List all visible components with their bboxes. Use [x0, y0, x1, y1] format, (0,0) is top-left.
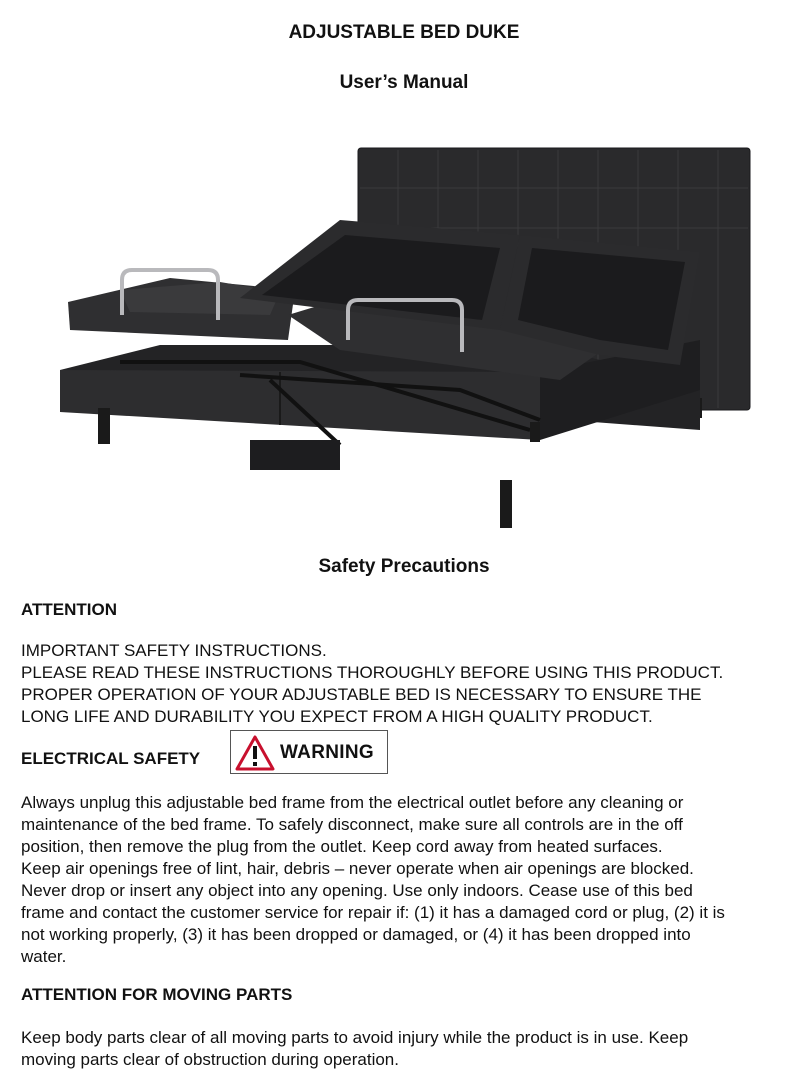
text-line: position, then remove the plug from the outlet. Keep cord away from heated surfaces.	[21, 837, 663, 856]
moving-parts-heading: ATTENTION FOR MOVING PARTS	[21, 985, 293, 1004]
text-line: IMPORTANT SAFETY INSTRUCTIONS.	[21, 641, 327, 660]
text-line: maintenance of the bed frame. To safely disconnect, make sure all controls are in the off	[21, 815, 683, 834]
important-instructions	[21, 640, 796, 728]
text-line: PROPER OPERATION OF YOUR ADJUSTABLE BED IS NECESSARY TO ENSURE THE	[21, 685, 702, 704]
document-subtitle: User’s Manual	[339, 72, 469, 93]
warning-text: WARNING	[280, 742, 374, 763]
text-line: water.	[21, 947, 67, 966]
adjustable-bed-photo	[40, 140, 770, 540]
electrical-safety-heading: ELECTRICAL SAFETY	[21, 749, 201, 768]
document-title: ADJUSTABLE BED DUKE	[288, 22, 520, 43]
text-line: Always unplug this adjustable bed frame from the electrical outlet before any cleaning or	[21, 793, 684, 812]
text-line: Keep air openings free of lint, hair, debris – never operate when air openings are blocked.	[21, 859, 694, 878]
text-line: Keep body parts clear of all moving parts to avoid injury while the product is in use. Keep	[21, 1028, 689, 1047]
text-line: frame and contact the customer service for repair if: (1) it has a damaged cord or plug, (2) it is	[21, 903, 725, 922]
warning-label	[230, 730, 388, 774]
text-line: LONG LIFE AND DURABILITY YOU EXPECT FROM A HIGH QUALITY PRODUCT.	[21, 707, 653, 726]
warning-triangle-icon	[235, 735, 275, 771]
attention-heading: ATTENTION	[21, 600, 118, 619]
moving-parts-text	[21, 1027, 796, 1071]
text-line: moving parts clear of obstruction during operation.	[21, 1050, 399, 1069]
electrical-safety-text	[21, 792, 796, 968]
safety-heading: Safety Precautions	[318, 556, 490, 577]
text-line: PLEASE READ THESE INSTRUCTIONS THOROUGHLY BEFORE USING THIS PRODUCT.	[21, 663, 724, 682]
text-line: Never drop or insert any object into any opening. Use only indoors. Cease use of this bed	[21, 881, 693, 900]
text-line: not working properly, (3) it has been dropped or damaged, or (4) it has been dropped into	[21, 925, 691, 944]
